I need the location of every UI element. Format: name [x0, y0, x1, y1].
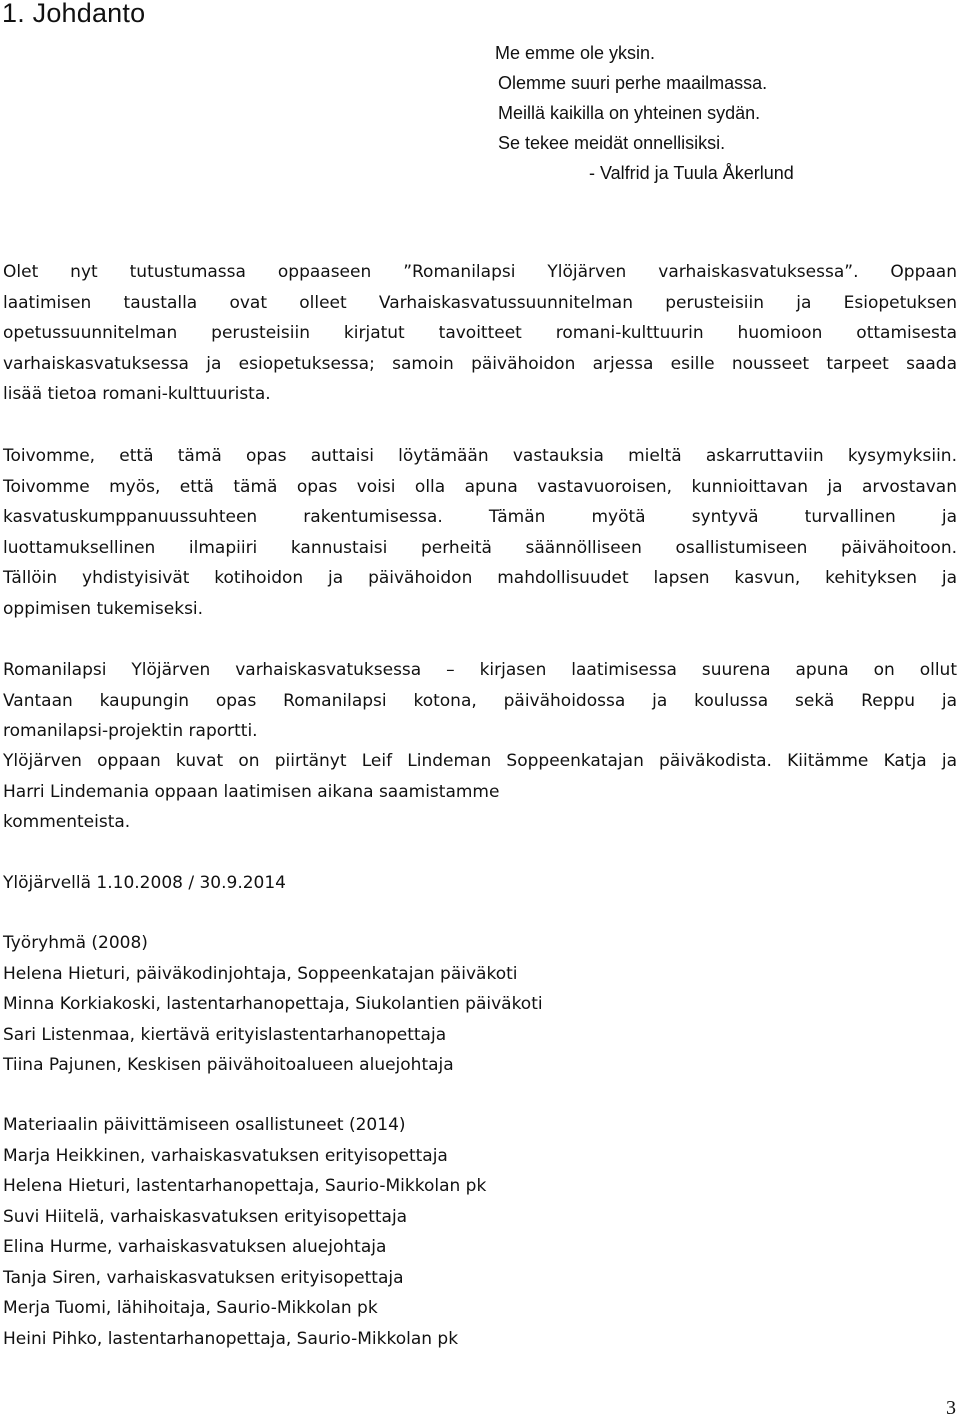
- paragraph-line: oppimisen tukemiseksi.: [3, 598, 204, 619]
- member-entry: Elina Hurme, varhaiskasvatuksen aluejohtaja: [3, 1237, 387, 1257]
- paragraph-line: Harri Lindemania oppaan laatimisen aikana saamistamme: [3, 781, 500, 802]
- poem-line: Me emme ole yksin.: [495, 43, 656, 63]
- paragraph-line: kommenteista.: [3, 812, 131, 832]
- paragraph-line: kasvatuskumppanuussuhteen rakentumisessa. Tämän myötä syntyvä turvallinen ja: [3, 507, 957, 527]
- member-entry: Tanja Siren, varhaiskasvatuksen erityisopettaja: [3, 1267, 404, 1288]
- paragraph-line: opetussuunnitelman perusteisiin kirjatut tavoitteet romani-kulttuurin huomioon ottamisesta: [3, 323, 957, 343]
- paragraph-line: romanilapsi-projektin raportti.: [3, 721, 258, 741]
- hopes-paragraph: [3, 441, 957, 624]
- place-date-text: Ylöjärvellä 1.10.2008 / 30.9.2014: [3, 873, 286, 893]
- paragraph-line: Toivomme, että tämä opas auttaisi löytämään vastauksia mieltä askarruttaviin kysymyksiin.: [3, 446, 957, 466]
- intro-paragraph: [3, 257, 957, 410]
- paragraph-line: varhaiskasvatuksessa ja esiopetuksessa; samoin päivähoidon arjessa esille nousseet tarpeet saada: [3, 353, 957, 374]
- poem-line: Se tekee meidät onnellisiksi.: [498, 133, 726, 153]
- poem-attribution: - Valfrid ja Tuula Åkerlund: [589, 163, 794, 183]
- paragraph-line: Tällöin yhdistyisivät kotihoidon ja päivähoidon mahdollisuudet lapsen kasvun, kehityksen ja: [3, 568, 957, 588]
- paragraph-line: luottamuksellinen ilmapiiri kannustaisi perheitä säännölliseen osallistumiseen päivähoitoon.: [3, 537, 957, 558]
- member-entry: Merja Tuomi, lähihoitaja, Saurio-Mikkolan pk: [3, 1298, 378, 1318]
- member-entry: Sari Listenmaa, kiertävä erityislastentarhanopettaja: [3, 1024, 447, 1045]
- update-group-title: Materiaalin päivittämiseen osallistuneet (2014): [3, 1115, 406, 1135]
- member-entry: Marja Heikkinen, varhaiskasvatuksen erityisopettaja: [3, 1145, 448, 1166]
- working-group-title: Työryhmä (2008): [3, 933, 148, 953]
- poem-line: Olemme suuri perhe maailmassa.: [498, 73, 768, 93]
- member-entry: Heini Pihko, lastentarhanopettaja, Saurio-Mikkolan pk: [3, 1328, 459, 1349]
- page-number: 3: [946, 1397, 956, 1419]
- paragraph-line: laatimisen taustalla ovat olleet Varhaiskasvatussuunnitelman perusteisiin ja Esiopetuksen: [3, 292, 957, 313]
- member-entry: Suvi Hiitelä, varhaiskasvatuksen erityisopettaja: [3, 1206, 408, 1227]
- page-heading: 1. Johdanto: [2, 0, 146, 28]
- paragraph-line: Romanilapsi Ylöjärven varhaiskasvatuksessa – kirjasen laatimisessa suurena apuna on ollut: [3, 660, 957, 680]
- acknowledgements-paragraph: [3, 746, 957, 838]
- member-entry: Helena Hieturi, lastentarhanopettaja, Saurio-Mikkolan pk: [3, 1176, 487, 1196]
- paragraph-line: Ylöjärven oppaan kuvat on piirtänyt Leif Lindeman Soppeenkatajan päiväkodista. Kiitämme Katja ja: [3, 751, 957, 771]
- place-and-date: [3, 868, 957, 899]
- member-entry: Helena Hieturi, päiväkodinjohtaja, Soppeenkatajan päiväkoti: [3, 963, 518, 984]
- member-entry: Tiina Pajunen, Keskisen päivähoitoalueen aluejohtaja: [3, 1055, 454, 1075]
- member-entry: Minna Korkiakoski, lastentarhanopettaja, Siukolantien päiväkoti: [3, 994, 543, 1014]
- paragraph-line: Toivomme myös, että tämä opas voisi olla apuna vastavuoroisen, kunnioittavan ja arvostavan: [3, 476, 957, 497]
- paragraph-line: lisää tietoa romani-kulttuurista.: [3, 384, 271, 404]
- paragraph-line: Vantaan kaupungin opas Romanilapsi kotona, päivähoidossa ja koulussa sekä Reppu ja: [3, 690, 957, 711]
- update-group: [3, 1110, 957, 1354]
- sources-paragraph: [3, 655, 957, 747]
- poem-line: Meillä kaikilla on yhteinen sydän.: [498, 103, 761, 123]
- paragraph-line: Olet nyt tutustumassa oppaaseen ”Romanilapsi Ylöjärven varhaiskasvatuksessa”. Oppaan: [3, 262, 957, 282]
- working-group: [3, 928, 957, 1081]
